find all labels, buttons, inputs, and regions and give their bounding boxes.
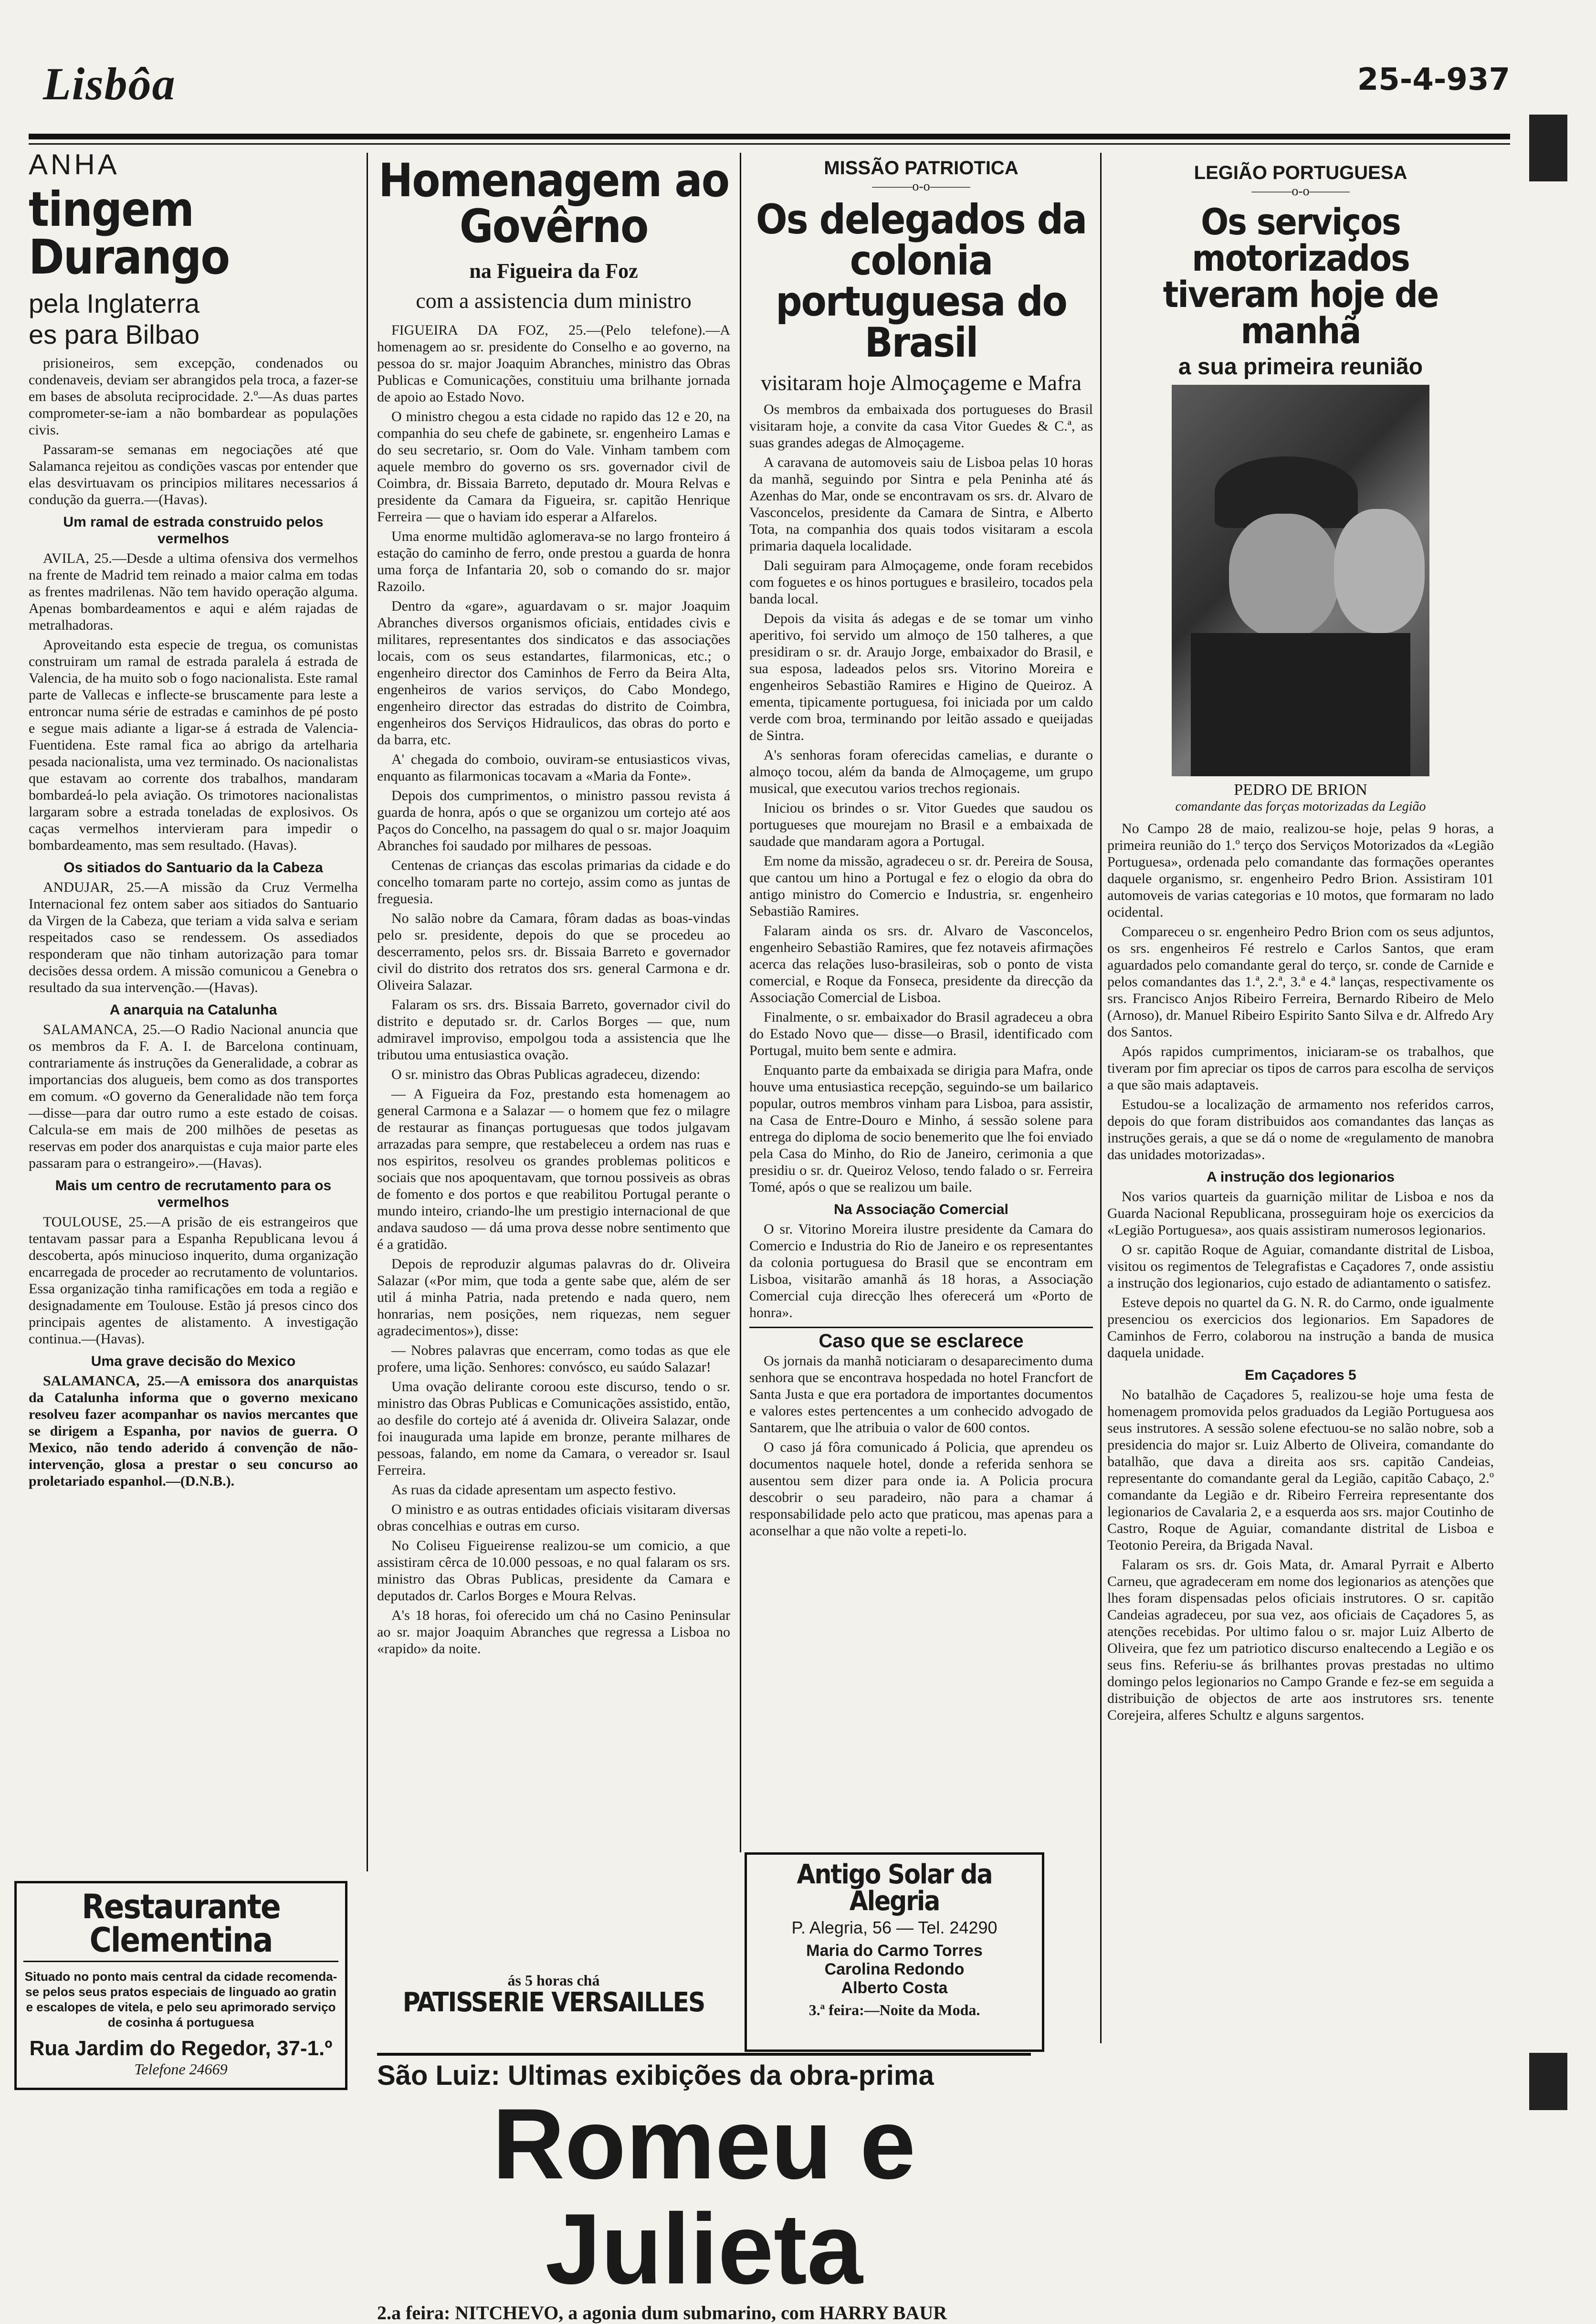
- article-headline: Homenagem ao Govêrno: [378, 154, 729, 253]
- paragraph: SALAMANCA, 25.—A emissora dos anarquistas da Catalunha informa que o governo mexicano resolveu fazer acompanhar os navios mercantes que se dirigem a Espanha, por navios de guerra. O Mexico, não tendo aderido á convenção de não-intervenção, glosa a prestar o seu concurso ao proletariado espanhol.—(D.N.B.).: [29, 1373, 358, 1489]
- ad-address: Rua Jardim do Regedor, 37-1.º: [29, 2037, 333, 2060]
- paragraph: Finalmente, o sr. embaixador do Brasil agradeceu a obra do Estado Novo que— disse—o Brasil, identificado com Portugal, muito bem sente e admira.: [749, 1009, 1093, 1058]
- article-deck: com a assistencia dum ministro: [416, 288, 692, 313]
- photo-subcaption: comandante das forças motorizadas da Legião: [1175, 799, 1426, 814]
- paragraph: A' chegada do comboio, ouviram-se entusiasticos vivas, enquanto as filarmonicas tocavam a «Maria da Fonte».: [377, 751, 730, 784]
- paragraph: SALAMANCA, 25.—O Radio Nacional anuncia que os membros da F. A. I. de Barcelona continuam, contrariamente ás instruções da Generalidade, a cobrar as importancias dos alugueis, bem como as dos transportes em comum. «O governo da Generalidade não tem força—disse—para dar outro rumo a este estado de coisas. Calcula-se em mais de 200 milhões de pesetas as reservas em poder dos anarquistas e cuja maior parte eles passaram para o estrangeiro».—(Havas).: [29, 1022, 358, 1171]
- subheading: A anarquia na Catalunha: [109, 1002, 277, 1018]
- ad-patisserie: [377, 1972, 730, 2016]
- paragraph: As ruas da cidade apresentam um aspecto festivo.: [391, 1482, 676, 1498]
- article-spain-war: [29, 143, 358, 1910]
- paragraph: Uma ovação delirante coroou este discurso, tendo o sr. ministro das Obras Publicas e Comunicações assistido, então, ao desfile do cortejo até á avenida dr. Oliveira Salazar, onde foi inaugurada uma lapide em bronze, perante milhares de pessoas, falando, em nome da Camara, o vereador sr. Isaul Ferreira.: [377, 1379, 730, 1478]
- article-kicker: MISSÃO PATRIOTICA: [824, 158, 1018, 179]
- paragraph: Após rapidos cumprimentos, iniciaram-se os trabalhos, que tiveram por fim apreciar os tipos de carros para escolha de serviços a que são mais adaptaveis.: [1107, 1044, 1494, 1093]
- article-headline: portuguesa do Brasil: [776, 278, 1067, 367]
- paragraph: Depois da visita ás adegas e de se tomar um vinho aperitivo, foi servido um almoço de 150 talheres, a que presidiram o sr. dr. Araujo Jorge, embaixador do Brasil, e sua esposa, ladeados pelos srs. Vitorino Moreira e engenheiros Sebastião Ramires e Higino de Queiroz. A ementa, tipicamente portuguesa, foi iniciada por um caldo verde com broa, terminando por leitão assado e queijadas de Sintra.: [749, 611, 1093, 743]
- paragraph: O ministro e as outras entidades oficiais visitaram diversas obras concelhias e outras em curso.: [377, 1501, 730, 1534]
- paragraph: Esteve depois no quartel da G. N. R. do Carmo, onde igualmente presenciou os exercicios dos legionarios. Em Sapadores de Caminhos de Ferro, colaborou na instrução a banda de musica daquela unidade.: [1107, 1295, 1494, 1361]
- paragraph: No Coliseu Figueirense realizou-se um comicio, a que assistiram cêrca de 10.000 pessoas, e no qual falaram os srs. ministro das Obras Publicas, presidente da Camara e deputados dr. Carlos Borges e Moura Relvas.: [377, 1538, 730, 1604]
- paragraph: Dentro da «gare», aguardavam o sr. major Joaquim Abranches diversos organismos oficiais, entidades civis e militares, representantes dos sindicatos e das associações locais, com os seus estandartes, filarmonicas, etc.; o engenheiro director dos Caminhos de Ferro da Beira Alta, engenheiros de varios serviços, do Cabo Mondego, engenheiro director das estradas do distrito de Coimbra, engenheiros dos Serviços Hidraulicos, das obras do porto e da barra, etc.: [377, 598, 730, 748]
- paragraph: O ministro chegou a esta cidade no rapido das 12 e 20, na companhia do seu chefe de gabinete, sr. engenheiro Lamas e do seu secretario, sr. Oom do Vale. Vinham tambem com aquele membro do governo os srs. governador civil de Coimbra, dr. Bissaia Barreto, deputado dr. Moura Relvas e presidente da Camara da Figueira, sr. capitão Henrique Ferreira — que o haviam ido esperar a Alfarelos.: [377, 409, 730, 525]
- paragraph: AVILA, 25.—Desde a ultima ofensiva dos vermelhos na frente de Madrid tem reinado a maior calma em todas as frentes madrilenas. Não tem havido operação alguma. Apenas bombardeamentos e aqui e além rajadas de metralhadoras.: [29, 550, 358, 633]
- issue-date: 25-4-937: [1357, 62, 1510, 97]
- ad-line: Alberto Costa: [841, 1979, 948, 1997]
- paragraph: Passaram-se semanas em negociações até que Salamanca rejeitou as condições vascas por entender que elas desvirtuavam os principios militares necessarios á condução da guerra.—(Havas).: [29, 442, 358, 507]
- header-rule: [29, 134, 1510, 139]
- ad-sao-luiz: [377, 2053, 1031, 2324]
- article-missao-patriotica: [749, 143, 1093, 1910]
- article-deck: es para Bilbao: [29, 319, 200, 349]
- ad-title: Restaurante Clementina: [23, 1890, 338, 1962]
- page-edge-mark: [1529, 2053, 1567, 2110]
- paragraph: Dali seguiram para Almoçageme, onde foram recebidos com foguetes e os hinos portugues e brasileiro, tocados pela banda local.: [749, 558, 1093, 607]
- subheading: A instrução dos legionarios: [1207, 1169, 1395, 1185]
- subheading: Na Associação Comercial: [834, 1202, 1008, 1217]
- paragraph: Centenas de crianças das escolas primarias da cidade e do concelho tomaram parte no cortejo, assim como as juntas de freguesia.: [377, 857, 730, 907]
- paragraph: A's senhoras foram oferecidas camelias, e durante o almoço tocou, além da banda de Almoçageme, um grupo musical, que executou varios trechos regionais.: [749, 747, 1093, 796]
- paragraph: FIGUEIRA DA FOZ, 25.—(Pelo telefone).—A homenagem ao sr. presidente do Conselho e ao governo, na pessoa do sr. major Joaquim Abranches, ministro das Obras Publicas e Comunicações, constituiu uma brilhante jornada de apoio ao Estado Novo.: [377, 322, 730, 405]
- paragraph: Depois dos cumprimentos, o ministro passou revista á guarda de honra, após o que se organizou um cortejo até aos Paços do Concelho, na passagem do qual o sr. major Joaquim Abranches foi saudado por milhares de pessoas.: [377, 788, 730, 854]
- paragraph: A's 18 horas, foi oferecido um chá no Casino Peninsular ao sr. major Joaquim Abranches que regressa a Lisboa no «rapido» da noite.: [377, 1607, 730, 1657]
- paragraph: ANDUJAR, 25.—A missão da Cruz Vermelha Internacional fez ontem saber aos sitiados do Santuario da Virgen de la Cabeza, que teriam a vida salva e seriam respeitados caso se rendessem. Os assediados responderam que não tinham autorização para tomar decisões dessa ordem. A missão comunicou a Genebra o resultado da sua intervenção.—(Havas).: [29, 879, 358, 995]
- ad-title: Romeu e Julieta: [492, 2088, 916, 2305]
- paragraph: prisioneiros, sem excepção, condenados ou condenaveis, deviam ser abrangidos pela troca, a fazer-se em bases de absoluta reciprocidade. 2.º—As duas partes comprometer-se-iam a não bombardear as populações civis.: [29, 355, 358, 438]
- paragraph: Falaram os srs. drs. Bissaia Barreto, governador civil do distrito e deputado sr. dr. Carlos Borges — que, num admiravel improviso, empolgou toda a assistencia que lhe tributou uma entusiastica ovação.: [377, 997, 730, 1063]
- ad-address: P. Alegria, 56 — Tel. 24290: [791, 1918, 998, 1937]
- paragraph: Enquanto parte da embaixada se dirigia para Mafra, onde houve uma entusiastica recepção, seguindo-se um bailarico popular, outros membros vinham para Lisboa, para assistir, na Casa de Entre-Douro e Minho, á sessão solene para entrega do diploma de socio benemerito que lhe foi enviado pela Casa do Minho, do Rio de Janeiro, cerimonia a que presidiu o sr. dr. Queiroz Veloso, tendo falado o sr. Ferreira Tomé, após o que se realizou um baile.: [749, 1062, 1093, 1195]
- article-headline: tiveram hoje de manhã: [1163, 273, 1438, 352]
- article-headline: Os delegados da colonia: [756, 196, 1087, 285]
- article-kicker: LEGIÃO PORTUGUESA: [1194, 162, 1407, 183]
- subheading: Uma grave decisão do Mexico: [91, 1353, 296, 1369]
- subheading: Em Caçadores 5: [1245, 1367, 1356, 1383]
- article-homenagem: [377, 143, 730, 1862]
- subheading: Um ramal de estrada construido pelos vermelhos: [63, 514, 324, 547]
- paragraph: Depois de reproduzir algumas palavras do dr. Oliveira Salazar («Por mim, que toda a gente sabe que, além de ser util á minha Patria, nada pretendo e nada quero, nem honrarias, nem posições, nem riquezas, nem seguer agradecimentos»), disse:: [377, 1256, 730, 1339]
- paragraph: No salão nobre da Camara, fôram dadas as boas-vindas pelo sr. presidente, depois do que se procedeu ao descerramento, pelos srs. dr. Bissaia Barreto e governador civil do distrito dos retratos dos srs. general Carmona e dr. Oliveira Salazar.: [377, 910, 730, 993]
- paragraph: No batalhão de Caçadores 5, realizou-se hoje uma festa de homenagem promovida pelos graduados da Legião Portuguesa aos seus instrutores. A sessão solene efectuou-se no salão nobre, sob a presidencia do major sr. Luiz Alberto de Oliveira, comandante do batalhão, que dava a direita aos srs. capitão Candeias, representante do comandante geral da Legião, capitão Cabaço, 2.º comandante da Legião e dr. Ribeiro Ferreira representante dos legionarios de Cavalaria 2, e a esquerda aos srs. major Coutinho de Castro, Roque de Aguiar, comandante distrital de Lisboa e Teotonio Pereira, da Brigada Naval.: [1107, 1387, 1494, 1553]
- article-deck: a sua primeira reunião: [1178, 354, 1423, 380]
- paragraph: Os jornais da manhã noticiaram o desaparecimento duma senhora que se encontrava hospedada no hotel Francfort de Santa Justa e que era portadora de importantes documentos e valores estes pertencentes a um conhecido advogado de Santarem, que lhe atribuia o valor de 600 contos.: [749, 1353, 1093, 1436]
- article-deck: visitaram hoje Almoçageme e Mafra: [761, 370, 1082, 395]
- article-deck: pela Inglaterra: [29, 288, 200, 318]
- subheading: Mais um centro de recrutamento para os vermelhos: [55, 1178, 332, 1210]
- column-rule: [740, 153, 741, 1852]
- paragraph: A caravana de automoveis saiu de Lisboa pelas 10 horas da manhã, seguindo por Sintra e pela Peninha até ás Azenhas do Mar, onde se encontravam os srs. dr. Alvaro de Vasconcelos, presidente da Camara de Sintra, e Alberto Tota, na companhia dos quais todos visitaram a escola primaria daquela localidade.: [749, 454, 1093, 554]
- article-deck: na Figueira da Foz: [469, 259, 638, 283]
- ad-line: Carolina Redondo: [824, 1960, 965, 1978]
- ad-antigo-solar: [745, 1852, 1044, 2052]
- paragraph: Em nome da missão, agradeceu o sr. dr. Pereira de Sousa, que cantou um hino a Portugal e fez o elogio da obra do antigo ministro do Comercio e Industria, sr. engenheiro Sebastião Ramires.: [749, 853, 1093, 919]
- paragraph: O sr. capitão Roque de Aguiar, comandante distrital de Lisboa, visitou os regimentos de Telegrafistas e Caçadores 7, onde assistiu a instrução dos legionarios, cujo estado de adiantamento o satisfez.: [1107, 1242, 1494, 1291]
- paragraph: O caso já fôra comunicado á Policia, que aprendeu os documentos naquele hotel, donde a referida senhora se ausentou sem dizer para onde ia. A Policia procura descobrir o seu paradeiro, não para a chamar á responsabilidade pelo acto que praticou, mas apenas para a aconselhar a que não volte a repeti-lo.: [749, 1439, 1093, 1539]
- paragraph: Falaram ainda os srs. dr. Alvaro de Vasconcelos, engenheiro Sebastião Ramires, que fez notaveis afirmações acerca das relações luso-brasileiras, sob o ponto de vista comercial, e Roque da Fonseca, presidente da direcção da Associação Comercial de Lisboa.: [749, 923, 1093, 1005]
- masthead-city: Lisbôa: [43, 58, 176, 109]
- paragraph: Os membros da embaixada dos portugueses do Brasil visitaram hoje, a convite da casa Vitor Guedes & C.ª, as suas grandes adegas de Almoçageme.: [749, 401, 1093, 451]
- ad-title: PATISSERIE VERSAILLES: [402, 1987, 705, 2018]
- ad-line: 2.a feira: NITCHEVO, a agonia dum submarino, com HARRY BAUR: [377, 2302, 947, 2324]
- ornament: ———o-o———: [872, 179, 970, 194]
- photo-caption: PEDRO DE BRION: [1234, 781, 1367, 799]
- paragraph: Falaram os srs. dr. Gois Mata, dr. Amaral Pyrrait e Alberto Carneu, que agradeceram em nome dos legionarios as atenções que lhes foram dispensadas pelos oficiais instrutores. O sr. capitão Candeias agradeceu, por sua vez, aos oficiais de Caçadores 5, as atenções recebidas. Por ultimo falou o sr. major Luiz Alberto de Oliveira, que fez um patriotico discurso enaltecendo a Legião e os seus fins. Referiu-se ás brilhantes provas prestadas no ultimo domingo pelos legionarios no Campo Grande e fez-se em seguida a distribuição de objectos de arte aos instrutores srs. tenente Corejeira, alferes Schultz e alguns sargentos.: [1107, 1557, 1494, 1723]
- article-headline: tingem Durango: [29, 181, 230, 285]
- paragraph: Nos varios quarteis da guarnição militar de Lisboa e nos da Guarda Nacional Republicana, prosseguiram hoje os exercicios da «Legião Portuguesa», aos quais assistiram numerosos legionarios.: [1107, 1189, 1494, 1238]
- ornament: ———o-o———: [1251, 184, 1350, 199]
- paragraph: Aproveitando esta especie de tregua, os comunistas construiram um ramal de estrada paralela á estrada de Valencia, de ha muito sob o fogo nacionalista. Este ramal parte de Vallecas e inflecte-se bruscamente para leste a entroncar numa série de estradas e caminhos de pé posto e segue mais adiante a ligar-se á estrada de Valencia-Fuentidena. Este ramal fica ao abrigo da artelharia pesada nacionalista, uma vez terminado. Os nacionalistas que estavam ao corrente dos trabalhos, mandaram bombardeá-lo pela aviação. Os trimotores nacionalistas largaram sobre a estrada toneladas de explosivos. Os caças vermelhos intervieram para impedir o bombardeamento, mas sem resultado. (Havas).: [29, 637, 358, 853]
- subheading: Os sitiados do Santuario da la Cabeza: [63, 860, 323, 876]
- page-edge-mark: [1529, 115, 1567, 181]
- paragraph: — A Figueira da Foz, prestando esta homenagem ao general Carmona e a Salazar — o homem que fez o milagre de restaurar as finanças portuguesas que todos julgavam arrazadas para sempre, que restabeleceu a ordem nas ruas e nos espiritos, resolveu os grandes problemas politicos e sociais que nos apoquentavam, que tornou possiveis as obras de fomento e dos portos e que reabilitou Portugal perante o mundo inteiro, criando-lhe um prestigio internacional de que andava saudoso — dá uma prova desse nobre sentimento que é a gratidão.: [377, 1086, 730, 1252]
- article-headline: Os serviços motorizados: [1192, 201, 1409, 279]
- paragraph: O sr. ministro das Obras Publicas agradeceu, dizendo:: [391, 1067, 701, 1082]
- ad-line: São Luiz: Ultimas exibições da obra-prima: [377, 2053, 1031, 2092]
- article-legiao: [1107, 143, 1494, 2244]
- ad-body: Situado no ponto mais central da cidade recomenda-se pelos seus pratos especiais de linguado ao gratin e escalopes de vitela, e pelo seu aprimorado serviço de cosinha á portuguesa: [24, 1969, 337, 2029]
- ad-line: 3.ª feira:—Noite da Moda.: [808, 2001, 980, 2018]
- subheading: Caso que se esclarece: [749, 1327, 1093, 1350]
- ad-line: ás 5 horas chá: [507, 1972, 600, 1989]
- ad-line: Maria do Carmo Torres: [806, 1942, 983, 1960]
- paragraph: — Nobres palavras que encerram, como todas as que ele profere, uma lição. Senhores: convósco, eu saúdo Salazar!: [377, 1342, 730, 1375]
- paragraph: Iniciou os brindes o sr. Vitor Guedes que saudou os portugueses que mourejam no Brasil e a embaixada de saudade que mandaram agora a Portugal.: [749, 800, 1093, 849]
- ad-restaurante-clementina: [14, 1881, 347, 2090]
- ad-phone: Telefone 24669: [134, 2060, 228, 2078]
- paragraph: Compareceu o sr. engenheiro Pedro Brion com os seus adjuntos, os srs. engenheiros Fé restrelo e Carlos Santos, que eram aguardados pelo comandante geral do terço, sr. conde de Carnide e pelos comandantes das 1.ª, 2.ª, 3.ª e 4.ª lanças, respectivamente os srs. Francisco Anjos Ribeiro Ferreira, Bernardo Ribeiro de Melo (Arnoso), dr. Manuel Ribeiro Espirito Santo Silva e dr. Alfredo Ary dos Santos.: [1107, 924, 1494, 1040]
- paragraph: O sr. Vitorino Moreira ilustre presidente da Camara do Comercio e Industria do Rio de Janeiro e os representantes da colonia portuguesa do Brasil que se encontram em Lisboa, visitarão amanhã ás 18 horas, a Associação Comercial cuja direcção lhes oferecerá um «Porto de honra».: [749, 1221, 1093, 1320]
- column-rule: [1100, 153, 1102, 2043]
- paragraph: Uma enorme multidão aglomerava-se no largo fronteiro á estação do caminho de ferro, onde prestou a guarda de honra uma força de Infantaria 20, sob o comando do sr. major Razoilo.: [377, 528, 730, 594]
- paragraph: TOULOUSE, 25.—A prisão de eis estrangeiros que tentavam passar para a Espanha Republicana levou á descoberta, após minucioso inquerito, duma organização encarregada de proceder ao recrutamento de voluntarios. Essa organização tinha ramificações em toda a região e designadamente em Toulouse. Estão já presos cinco dos principais agentes de alistamento. A investigação continua.—(Havas).: [29, 1214, 358, 1347]
- paragraph: Estudou-se a localização de armamento nos referidos carros, depois do que foram distribuidos aos comandantes das lanças as instruções gerais, a que se dá o nome de «regulamento de manobra das unidades motorizadas».: [1107, 1097, 1494, 1162]
- column-rule: [367, 153, 368, 1871]
- paragraph: No Campo 28 de maio, realizou-se hoje, pelas 9 horas, a primeira reunião do 1.º terço dos Serviços Motorizados da «Legião Portuguesa», ordenada pelo comandante das formações operantes daquele organismo, sr. engenheiro Pedro Brion. Assistiram 101 automoveis de varias categorias e 10 motos, que formaram no lado ocidental.: [1107, 821, 1494, 920]
- ad-title: Antigo Solar da Alegria: [797, 1859, 992, 1917]
- portrait-photo: [1172, 385, 1429, 776]
- article-kicker: ANHA: [29, 148, 120, 180]
